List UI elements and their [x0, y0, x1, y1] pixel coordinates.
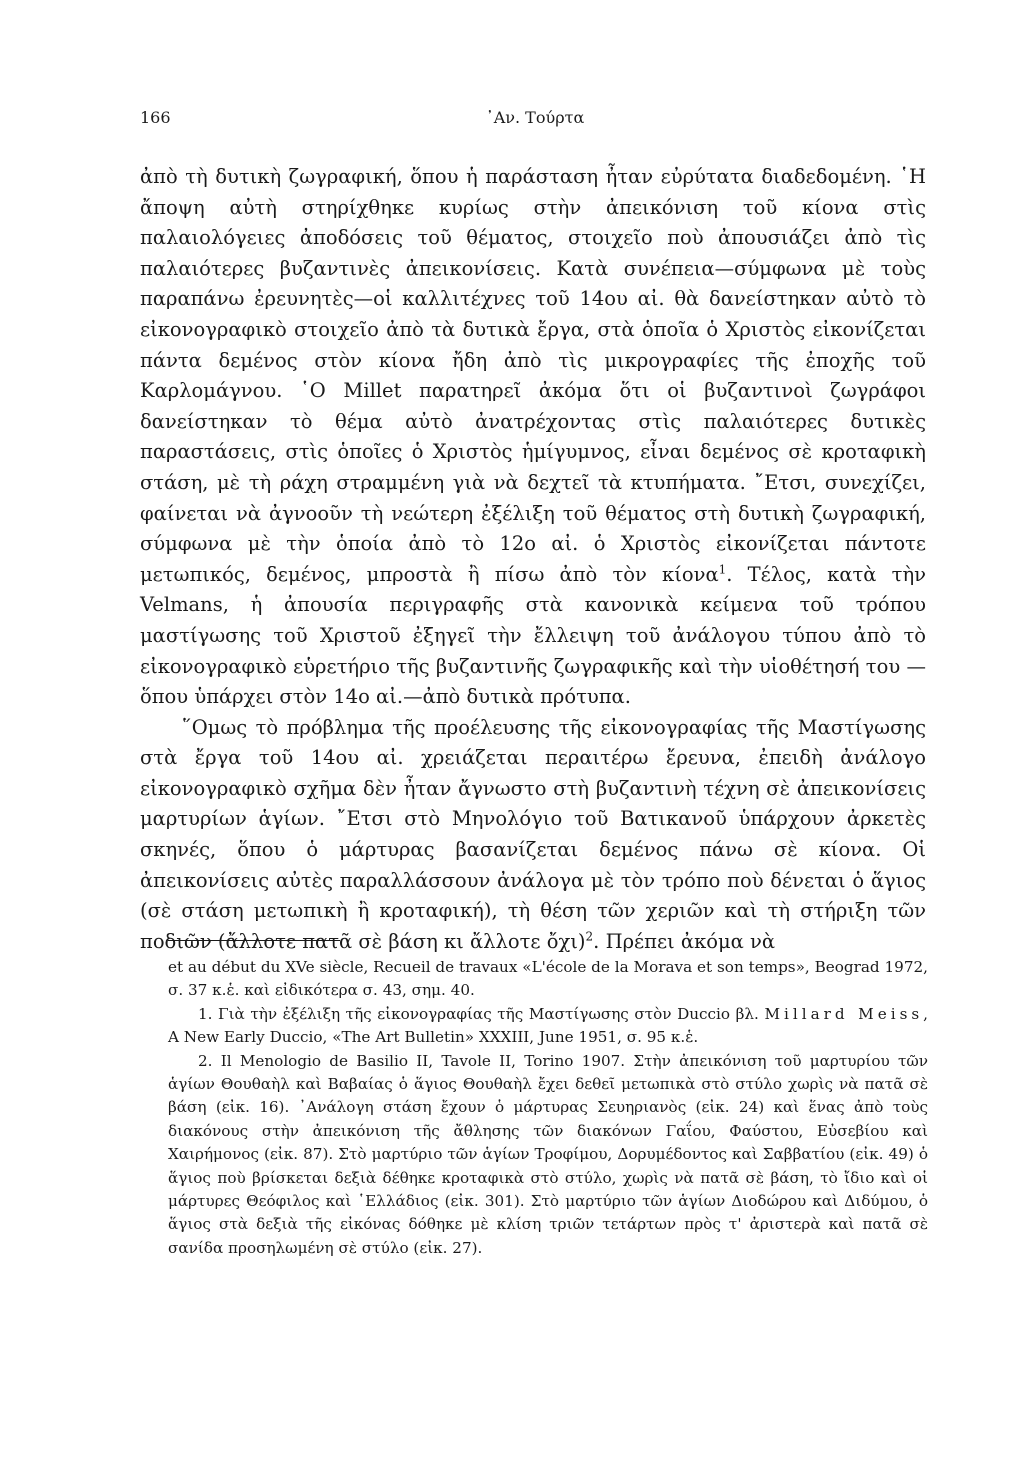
footnote-2: 2. Il Menologio de Basilio II, Tavole II, Torino 1907. Στὴν ἀπεικόνιση τοῦ μαρτυρίου τῶν ἁγίων Θουθαὴλ καὶ Βαβαίας ὁ ἅγιος Θουθαὴλ ἔχει δεθεῖ μετωπικὰ στὸ στύλο χωρὶς νὰ πατᾶ σὲ βάση (εἰκ. 16). ᾿Ανάλογη στάση ἔχουν ὁ μάρτυρας Σευηριανὸς (εἰκ. 24) καὶ ἕνας ἀπὸ τοὺς διακόνους στὴν ἀπεικόνιση τῆς ἄθλησης τῶν διακόνων Γαΐου, Φαύστου, Εὐσεβίου καὶ Χαιρήμονος (εἰκ. 87). Στὸ μαρτύριο τῶν ἁγίων Τροφίμου, Δορυμέδοντος καὶ Σαββατίου (εἰκ. 49) ὁ ἅγιος ποὺ βρίσκεται δεξιὰ δέθηκε κροταφικὰ στὸ στύλο, χωρὶς νὰ πατᾶ σὲ βάση, τὸ ἴδιο καὶ οἱ μάρτυρες Θεόφιλος καὶ ῾Ελλάδιος (εἰκ. 301). Στὸ μαρτύριο τῶν ἁγίων Διοδώρου καὶ Διδύμου, ὁ ἅγιος στὰ δεξιὰ τῆς εἰκόνας δόθηκε μὲ κλίση τριῶν τετάρτων πρὸς τ' ἀριστερὰ καὶ πατᾶ σὲ σανίδα προσηλωμένη σὲ στύλο (εἰκ. 27).	[168, 1051, 928, 1257]
paragraph-2-text: ῞Ομως τὸ πρόβλημα τῆς προέλευσης τῆς εἰκονογραφίας τῆς Μαστίγωσης στὰ ἔργα τοῦ 14ου αἰ. χρειάζεται περαιτέρω ἔρευνα, ἐπειδὴ ἀνάλογο εἰκονογραφικὸ σχῆμα δὲν ἦταν ἄγνωστο στὴ βυζαντινὴ τέχνη σὲ ἀπεικονίσεις μαρτυρίων ἁγίων. ῎Ετσι στὸ Μηνολόγιο τοῦ Βατικανοῦ ὑπάρχουν ἀρκετὲς σκηνές, ὅπου ὁ μάρτυρας βασανίζεται δεμένος πάνω σὲ κίονα. Οἱ ἀπεικονίσεις αὐτὲς παραλλάσσουν ἀνάλογα μὲ τὸν τρόπο ποὺ δένεται ὁ ἅγιος (σὲ στάση μετωπικὴ ἢ κροταφική), τὴ θέση τῶν χεριῶν καὶ τὴ στήριξη τῶν ποδιῶν (ἄλλοτε πατᾶ σὲ βάση κι ἄλλοτε ὄχι)	[140, 715, 926, 953]
footnote-1	[168, 1003, 928, 1050]
paragraph-1	[140, 162, 926, 713]
footnote-ref-1: 1	[718, 562, 727, 577]
footnote-divider	[168, 940, 340, 941]
footnote-ref-2: 2	[585, 929, 594, 944]
running-head: ᾿Αν. Τούρτα	[485, 108, 585, 127]
page-header	[140, 108, 930, 132]
main-text	[140, 162, 926, 957]
paragraph-2	[140, 713, 926, 958]
footnotes	[168, 956, 928, 1260]
page-number: 166	[140, 108, 171, 127]
paragraph-1-text: ἀπὸ τὴ δυτικὴ ζωγραφική, ὅπου ἡ παράσταση ἦταν εὐρύτατα διαδεδομένη. ῾Η ἄποψη αὐτὴ στηρίχθηκε κυρίως στὴν ἀπεικόνιση τοῦ κίονα στὶς παλαιολόγειες ἀποδόσεις τοῦ θέματος, στοιχεῖο ποὺ ἀπουσιάζει ἀπὸ τὶς παλαιότερες βυζαντινὲς ἀπεικονίσεις. Κατὰ συνέπεια—σύμφωνα μὲ τοὺς παραπάνω ἐρευνητὲς—οἱ καλλιτέχνες τοῦ 14ου αἰ. θὰ δανείστηκαν αὐτὸ τὸ εἰκονογραφικὸ στοιχεῖο ἀπὸ τὰ δυτικὰ ἔργα, στὰ ὁποῖα ὁ Χριστὸς εἰκονίζεται πάντα δεμένος στὸν κίονα ἤδη ἀπὸ τὶς μικρογραφίες τῆς ἐποχῆς τοῦ Καρλομάγνου. ῾Ο Millet παρατηρεῖ ἀκόμα ὅτι οἱ βυζαντινοὶ ζωγράφοι δανείστηκαν τὸ θέμα αὐτὸ ἀνατρέχοντας στὶς παλαιότερες δυτικὲς παραστάσεις, στὶς ὁποῖες ὁ Χριστὸς ἡμίγυμνος, εἶναι δεμένος σὲ κροταφικὴ στάση, μὲ τὴ ράχη στραμμένη γιὰ νὰ δεχτεῖ τὰ κτυπήματα. ῎Ετσι, συνεχίζει, φαίνεται νὰ ἀγνοοῦν τὴ νεώτερη ἐξέλιξη τοῦ θέματος στὴ δυτικὴ ζωγραφική, σύμφωνα μὲ τὴν ὁποία ἀπὸ τὸ 12ο αἰ. ὁ Χριστὸς εἰκονίζεται πάντοτε μετωπικός, δεμένος, μπροστὰ ἢ πίσω ἀπὸ τὸν κίονα	[140, 165, 926, 586]
paragraph-2-continued: . Πρέπει ἀκόμα νὰ	[593, 929, 776, 953]
footnote-1-citation: , A New Early Duccio, «The Art Bulletin» XXXIII, June 1951, σ. 95 κ.ἑ.	[168, 1004, 928, 1047]
paragraph-1-continued: . Τέλος, κατὰ τὴν Velmans, ἡ ἀπουσία περιγραφῆς στὰ κανονικὰ κείμενα τοῦ τρόπου μαστίγωσης τοῦ Χριστοῦ ἐξηγεῖ τὴν ἔλλειψη τοῦ ἀνάλογου τύπου ἀπὸ τὸ εἰκονογραφικὸ εὑρετήριο τῆς βυζαντινῆς ζωγραφικῆς καὶ τὴν υἱοθέτησή του —ὅπου ὑπάρχει στὸν 14ο αἰ.—ἀπὸ δυτικὰ πρότυπα.	[140, 562, 926, 709]
footnote-continuation: et au début du XVe siècle, Recueil de travaux «L'école de la Morava et son temps», Beograd 1972, σ. 37 κ.ἑ. καὶ εἰδικότερα σ. 43, σημ. 40.	[168, 958, 928, 1000]
footnote-1-author: Millard Meiss	[764, 1004, 924, 1023]
footnote-1-text: 1. Γιὰ τὴν ἐξέλιξη τῆς εἰκονογραφίας τῆς Μαστίγωσης στὸν Duccio βλ.	[198, 1004, 759, 1023]
